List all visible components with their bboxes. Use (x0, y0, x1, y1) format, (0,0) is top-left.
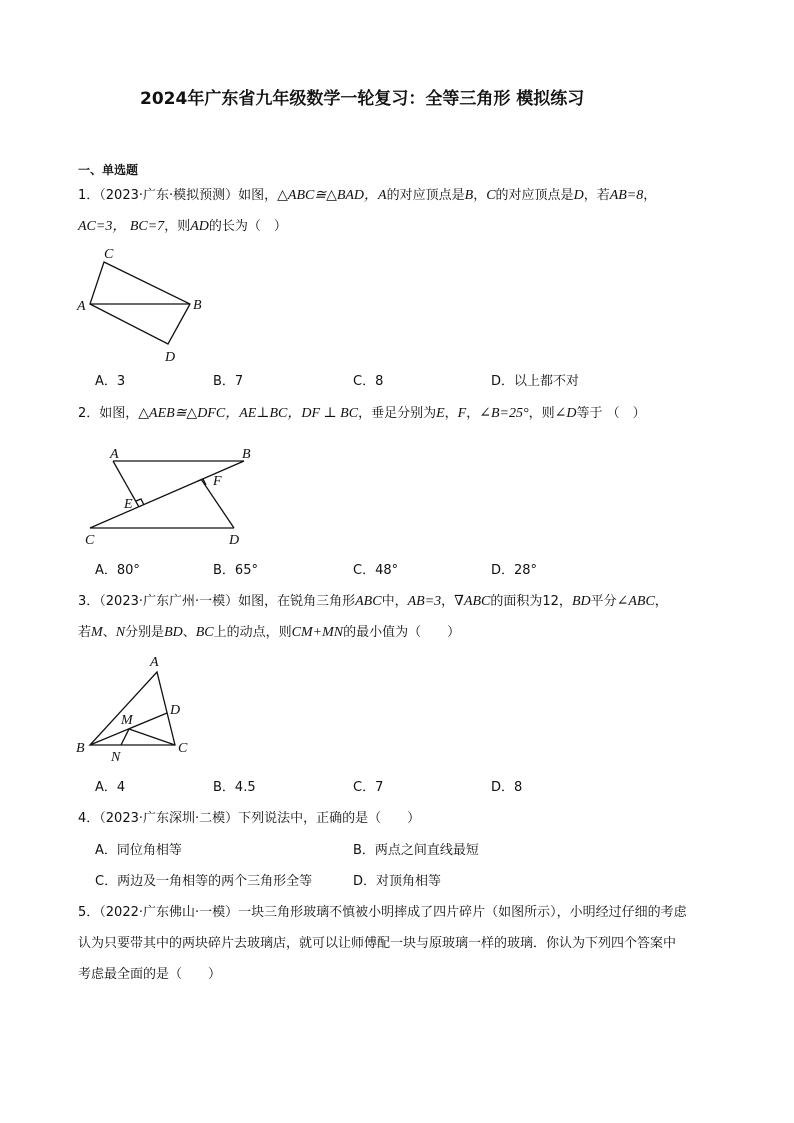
q3-text-f: ， (654, 594, 668, 609)
q3-bc: BC (195, 625, 214, 640)
q2-text-d: ， (466, 406, 480, 421)
q2-label-b: B (242, 447, 251, 462)
q1-vertex-d: D (573, 188, 584, 203)
q2-option-b[interactable]: B．65° (213, 563, 258, 578)
question-5-line-3: 考虑最全面的是（ ） (78, 967, 222, 982)
q1-text-d: 的对应顶点是 (495, 188, 574, 203)
q3-triangle-abc (90, 672, 175, 745)
q2-label-f: F (213, 474, 222, 489)
q1-option-a[interactable]: A．3 (95, 374, 126, 389)
q2-text-f: 等于 （ ） (576, 406, 646, 421)
page-title: 2024年广东省九年级数学一轮复习：全等三角形 模拟练习 (140, 89, 585, 109)
q3-angle-abc: ∠ABC (616, 594, 655, 609)
q3-n: N (115, 625, 126, 640)
q1-text-f: ， (643, 188, 657, 203)
q4-option-a[interactable]: A．同位角相等 (95, 843, 182, 858)
q1-option-d[interactable]: D．以上都不对 (491, 374, 580, 389)
q3-triangle-name: ABC (355, 594, 382, 609)
q3-triangle-symbol: ∇ABC (454, 594, 491, 609)
q1-text-g: ，则 (164, 219, 191, 234)
q2-text-c: ， (444, 406, 458, 421)
q3-bd-2: BD (164, 625, 183, 640)
q1-option-b[interactable]: B．7 (213, 374, 244, 389)
q3-label-n: N (111, 750, 121, 765)
q3-text-l: 的最小值为（ ） (343, 625, 461, 640)
q3-text-h: 、 (102, 625, 116, 640)
question-5-line-1: 5．（2022·广东佛山·一模）一块三角形玻璃不慎被小明摔成了四片碎片（如图所示），小明经过仔细的考虑 (78, 905, 687, 920)
q2-option-d[interactable]: D．28° (491, 563, 538, 578)
q3-text-a: 3．（2023·广东广州·一模）如图，在锐角三角形 (78, 594, 356, 609)
q2-f: F (457, 406, 467, 421)
q1-text-c: ， (473, 188, 487, 203)
q1-vertex-c: C (486, 188, 496, 203)
q3-option-c[interactable]: C．7 (353, 780, 384, 795)
q4-option-b[interactable]: B．两点之间直线最短 (353, 843, 479, 858)
q2-label-e: E (124, 497, 133, 512)
q3-bd: BD (571, 594, 591, 609)
q2-text-b: ，垂足分别为 (358, 406, 437, 421)
q2-e: E (436, 406, 445, 421)
section-heading: 一、单选题 (78, 163, 139, 177)
q1-vertex-b: B (464, 188, 474, 203)
q3-text-j: 、 (182, 625, 196, 640)
q2-label-a: A (110, 447, 119, 462)
q3-text-e: 平分 (590, 594, 617, 609)
q3-text-b: 中， (381, 594, 408, 609)
q2-angle-d: ∠D (554, 406, 577, 421)
q1-label-c: C (104, 247, 114, 262)
q1-ab-value: AB=8 (609, 188, 644, 203)
q4-option-d[interactable]: D．对顶角相等 (353, 874, 442, 889)
q1-option-c[interactable]: C．8 (353, 374, 384, 389)
q2-option-c[interactable]: C．48° (353, 563, 399, 578)
q1-label-a: A (77, 299, 86, 314)
q3-text-c: ， (441, 594, 455, 609)
q1-text-h: 的长为（ ） (208, 219, 287, 234)
q3-option-d[interactable]: D．8 (491, 780, 523, 795)
q3-label-a: A (150, 655, 159, 670)
q1-ad: AD (190, 219, 209, 234)
question-4-line: 4．（2023·广东深圳·二模）下列说法中，正确的是（ ） (78, 811, 421, 826)
q3-text-d: 的面积为12， (490, 594, 572, 609)
q3-option-b[interactable]: B．4.5 (213, 780, 256, 795)
q3-label-m: M (121, 713, 133, 728)
q2-angle-b: ∠B=25° (479, 406, 529, 421)
q2-label-d: D (229, 533, 240, 548)
q3-text-g: 若 (78, 625, 92, 640)
q1-label-b: B (193, 298, 202, 313)
q1-label-d: D (165, 350, 176, 365)
q3-segment-cm (129, 729, 175, 745)
q4-option-c[interactable]: C．两边及一角相等的两个三角形全等 (95, 874, 313, 889)
q1-text-b: 的对应顶点是 (386, 188, 465, 203)
q2-givens: △AEB≅△DFC，AE⊥BC，DF ⊥ BC (138, 406, 359, 421)
q2-option-a[interactable]: A．80° (95, 563, 140, 578)
q3-ab-value: AB=3 (407, 594, 442, 609)
q3-label-c: C (178, 741, 188, 756)
q3-text-i: 分别是 (125, 625, 165, 640)
q3-text-k: 上的动点，则 (213, 625, 292, 640)
question-5-line-2: 认为只要带其中的两块碎片去玻璃店，就可以让师傅配一块与原玻璃一样的玻璃．你认为下列四个答案中 (78, 936, 677, 951)
q3-label-d: D (170, 703, 181, 718)
q2-label-c: C (85, 533, 95, 548)
q3-label-b: B (76, 741, 85, 756)
q3-expression: CM+MN (291, 625, 344, 640)
q2-text-a: 2．如图， (78, 406, 139, 421)
q1-given-lengths: AC=3， BC=7 (78, 219, 165, 234)
q1-text-e: ，若 (583, 188, 610, 203)
q2-text-e: ，则 (528, 406, 555, 421)
q1-text-a: 1．（2023·广东·模拟预测）如图， (78, 188, 278, 203)
q3-option-a[interactable]: A．4 (95, 780, 126, 795)
q3-m: M (91, 625, 103, 640)
q1-congruence: △ABC≅△BAD，A (277, 188, 387, 203)
